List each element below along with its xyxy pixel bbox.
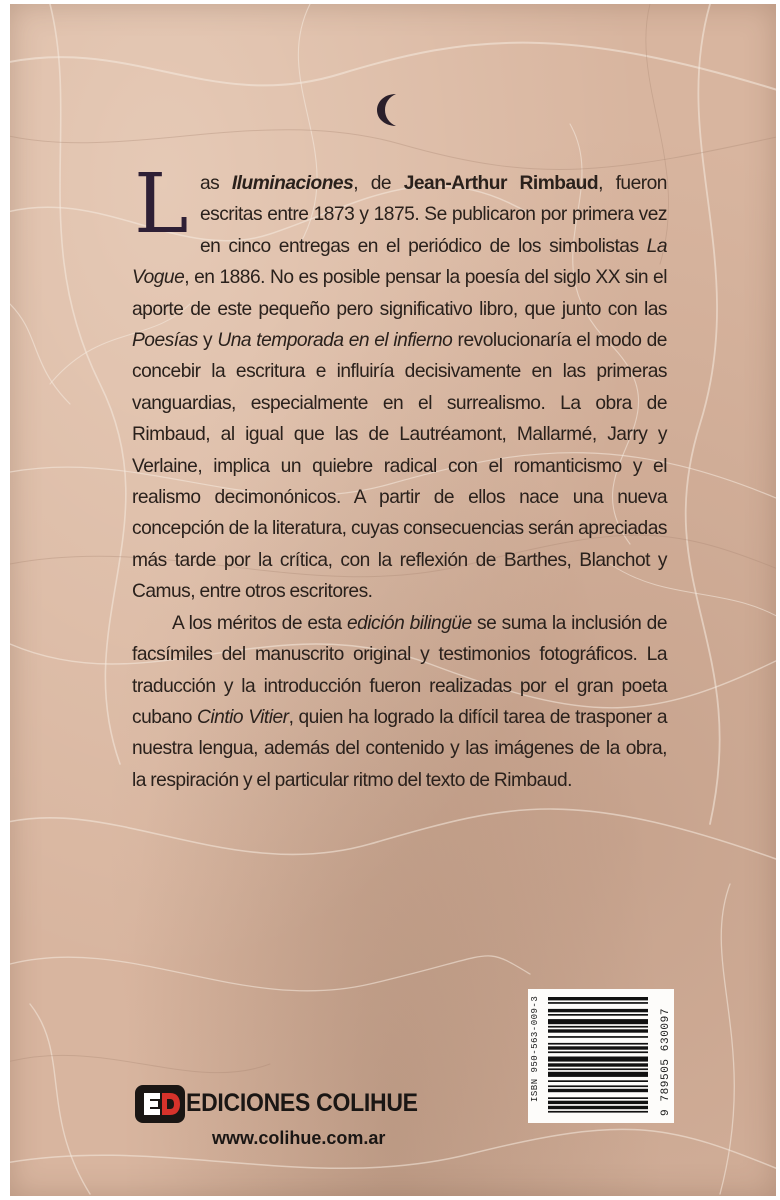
barcode-bar: [548, 1106, 648, 1109]
edition-bilingual: edición bilingüe: [346, 612, 472, 634]
blurb-text-run: , en 1886. No es posible pensar la poesía del siglo XX sin el aporte de este pequeño pero significativo libro, que junto con las: [132, 267, 667, 320]
barcode-bar: [548, 1063, 648, 1066]
crescent-moon-icon: [370, 90, 410, 130]
colihue-logo-icon: [134, 1084, 186, 1124]
barcode-bar: [548, 1043, 648, 1045]
periodical-la-vogue: La Vogue: [132, 235, 667, 289]
barcode-bar: [548, 1101, 648, 1104]
book-title-iluminaciones: Iluminaciones: [231, 173, 354, 194]
barcode-bar: [548, 1002, 648, 1004]
book-title-poesias: Poesías: [132, 330, 198, 352]
blurb-text: [132, 157, 667, 796]
translator-name: Cintio Vitier: [197, 706, 289, 728]
barcode-bar: [548, 997, 648, 1000]
barcode-bar: [548, 1014, 648, 1016]
barcode-label: [528, 989, 674, 1123]
barcode-bar: [548, 1089, 648, 1092]
barcode-bar: [548, 1072, 648, 1077]
barcode-bars: [528, 989, 674, 1123]
barcode-bar: [548, 1036, 648, 1038]
book-title-temporada: Una temporada en el infierno: [217, 330, 453, 352]
blurb-text-run: se suma la inclusión de facsímiles del manuscrito original y testimonios fotográficos. La traducción y la introducción fueron realizadas por el gran poeta cubano: [132, 612, 667, 728]
author-name: Jean-Arthur Rimbaud: [403, 173, 599, 194]
barcode-bar: [548, 1009, 648, 1012]
barcode-bar: [548, 1085, 648, 1087]
blurb-text-run: A los méritos de esta: [172, 612, 347, 634]
barcode-bar: [548, 1029, 648, 1032]
isbn-digits: 9 789505 630097: [660, 1007, 672, 1116]
blurb-text-run: , fueron escritas entre 1873 y 1875. Se publicaron por primera vez en cinco entregas en el periódico de los simbolistas: [199, 173, 667, 257]
blurb-text-run: y: [197, 330, 218, 352]
barcode-bar: [548, 1051, 648, 1053]
barcode-bar: [548, 1046, 648, 1049]
back-cover: [10, 4, 776, 1196]
barcode-bar: [548, 1080, 648, 1082]
publisher-name: EDICIONES COLIHUE: [186, 1089, 418, 1117]
blurb-text-run: revolucionaría el modo de concebir la escritura e influiría decisivamente en las primeras vanguardias, especialmente en el surrealismo. La obra de Rimbaud, al igual que las de Lautréamont, Mallarmé, Jarry y Verlaine, implica un quiebre radical con el romanticismo y el realismo decimonónicos. A partir de ellos nace una nueva concepción de la literatura, cuyas consecuencias serán apreciadas más tarde por la crítica, con la reflexión de Barthes, Blanchot y Camus, entre otros escritores.: [132, 330, 667, 603]
barcode-bar: [548, 1019, 648, 1024]
barcode-bar: [548, 1068, 648, 1070]
blurb-text-run: as: [199, 173, 232, 194]
blurb-paragraph-1: [132, 157, 667, 608]
blurb-text-run: , de: [353, 173, 404, 194]
barcode-bar: [548, 1057, 648, 1062]
isbn-label: ISBN 950-563-009-3: [530, 995, 540, 1102]
publisher-website: www.colihue.com.ar: [212, 1128, 386, 1148]
barcode-bar: [548, 1111, 648, 1113]
blurb-text-run: , quien ha logrado la difícil tarea de trasponer a nuestra lengua, además del contenido y las imágenes de la obra, la respiración y el particular ritmo del texto de Rimbaud.: [132, 706, 667, 791]
barcode-bar: [548, 1026, 648, 1028]
drop-cap: L: [134, 157, 188, 252]
blurb-paragraph-2: [132, 608, 667, 796]
barcode-bar: [548, 1097, 648, 1099]
